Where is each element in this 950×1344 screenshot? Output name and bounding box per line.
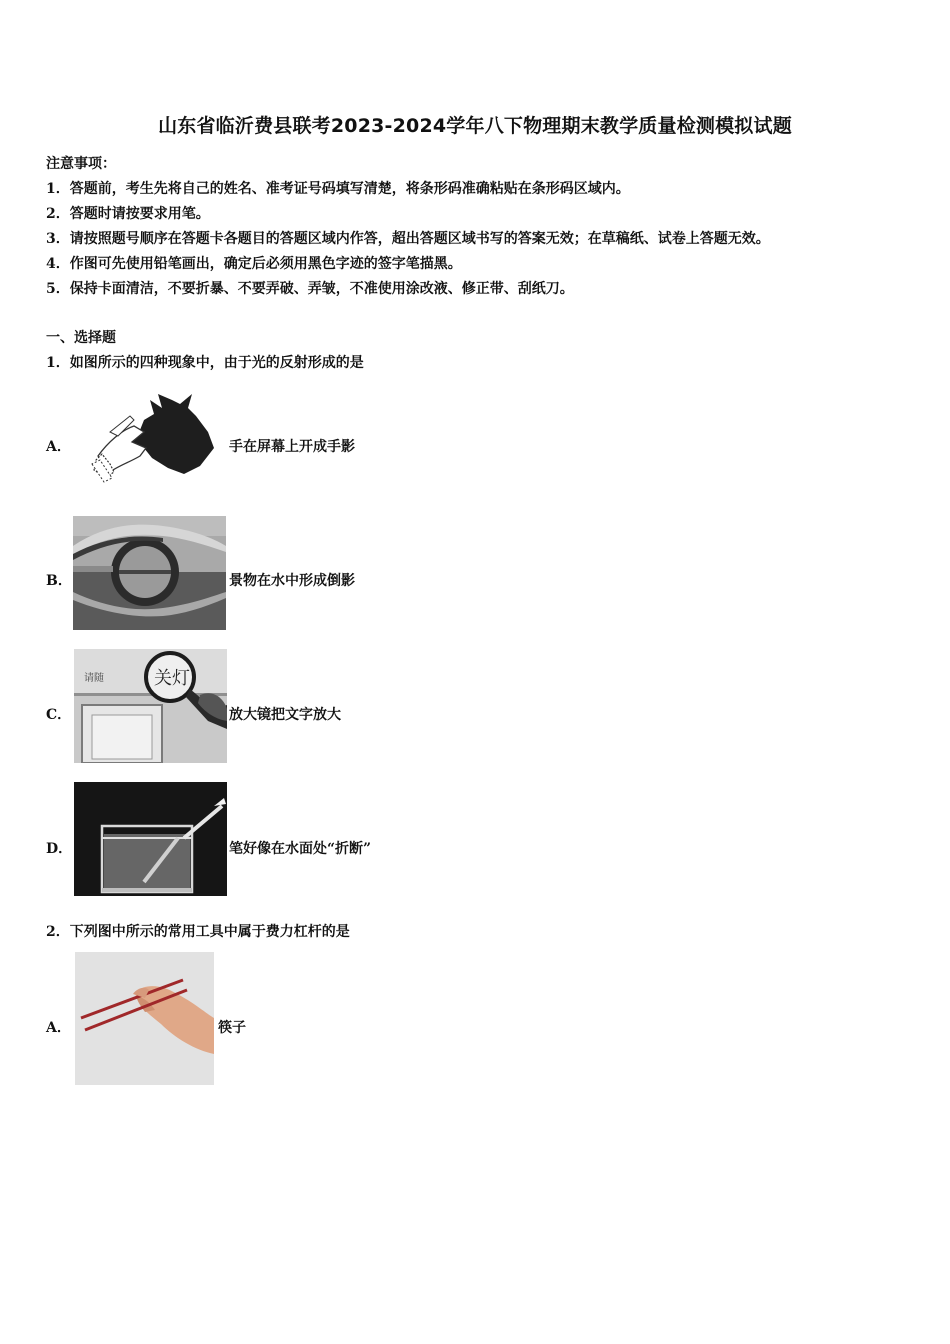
- notice-item-4: 4．作图可先使用铅笔画出，确定后必须用黑色字迹的签字笔描黑。: [46, 256, 462, 272]
- q2-option-a-letter: A．: [46, 1020, 71, 1036]
- notice-item-3: 3．请按照题号顺序在答题卡各题目的答题区域内作答，超出答题区域书写的答案无效；在草稿纸、试卷上答题无效。: [46, 231, 770, 247]
- q2-option-a-text: 筷子: [218, 1020, 246, 1036]
- chopsticks-image: [75, 952, 214, 1085]
- sign-left-text: 请随: [84, 673, 104, 684]
- question-2-stem: 2．下列图中所示的常用工具中属于费力杠杆的是: [46, 924, 350, 940]
- pen-in-water-image: [74, 782, 227, 896]
- notice-item-1: 1．答题前，考生先将自己的姓名、准考证号码填写清楚，将条形码准确粘贴在条形码区域内。: [46, 181, 630, 197]
- hand-shadow-image: [88, 386, 216, 496]
- q1-option-d-letter: D．: [46, 841, 73, 857]
- section-heading: 一、选择题: [46, 330, 116, 346]
- q1-option-c-text: 放大镜把文字放大: [229, 707, 341, 723]
- sign-magnified-text: 关灯: [154, 668, 190, 689]
- notice-item-2: 2．答题时请按要求用笔。: [46, 206, 210, 222]
- notice-item-5: 5．保持卡面清洁，不要折暴、不要弄破、弄皱，不准使用涂改液、修正带、刮纸刀。: [46, 281, 574, 297]
- q1-option-b-text: 景物在水中形成倒影: [229, 573, 355, 589]
- q1-option-b-letter: B．: [46, 573, 72, 589]
- question-1-stem: 1．如图所示的四种现象中，由于光的反射形成的是: [46, 355, 364, 371]
- q1-option-a-text: 手在屏幕上开成手影: [229, 439, 355, 455]
- notice-heading: 注意事项：: [46, 156, 116, 172]
- bridge-reflection-image: [73, 516, 226, 630]
- page-title: 山东省临沂费县联考2023-2024学年八下物理期末教学质量检测模拟试题: [158, 115, 792, 137]
- q1-option-d-text: 笔好像在水面处“折断”: [229, 841, 372, 857]
- magnifier-image: [74, 649, 227, 763]
- q1-option-a-letter: A．: [46, 439, 71, 455]
- q1-option-c-letter: C．: [46, 707, 72, 723]
